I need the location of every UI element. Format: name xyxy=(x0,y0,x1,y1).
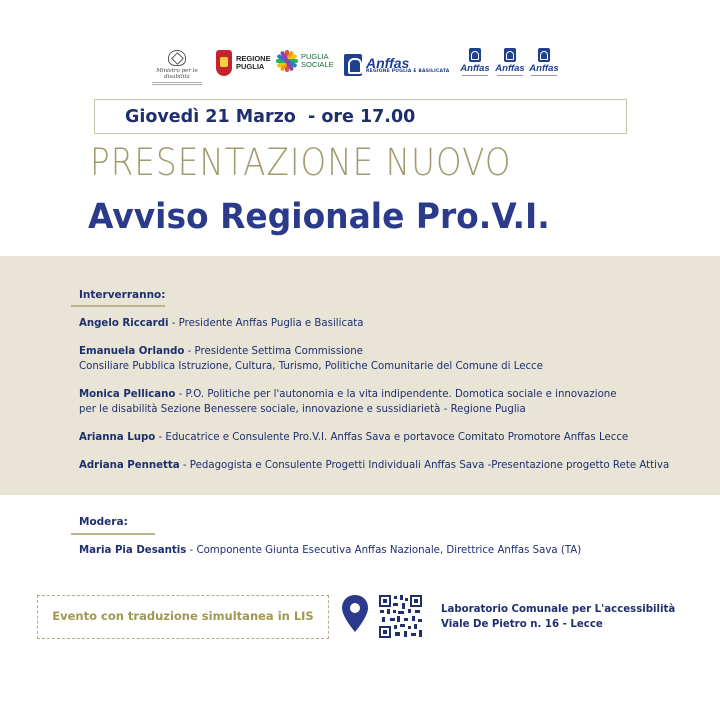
regione-logo-line1: REGIONE xyxy=(236,54,271,64)
regione-logo-line2: PUGLIA xyxy=(236,62,265,71)
event-date-box xyxy=(94,99,627,134)
location-pin-icon xyxy=(340,594,370,634)
lis-notice: Evento con traduzione simultanea in LIS xyxy=(52,609,314,623)
speaker-item xyxy=(79,317,699,332)
puglia-sociale-logo xyxy=(276,50,334,72)
anffas-local-logo-3 xyxy=(528,48,560,77)
lis-notice-box xyxy=(37,595,329,639)
speaker-role: - P.O. Politiche per l'autonomia e la vita indipendente. Domotica sociale e innovazione xyxy=(175,389,617,400)
moderator-item xyxy=(79,544,699,559)
moderator-name: Maria Pia Desantis xyxy=(79,545,187,556)
ministry-logo xyxy=(146,50,208,85)
anffas-local-name: Anffas xyxy=(460,63,490,74)
sociale-star-icon xyxy=(276,50,298,72)
qr-code-icon[interactable] xyxy=(378,594,423,639)
speaker-role: - Educatrice e Consulente Pro.V.I. Anffas Sava e portavoce Comitato Promotore Anffas Lecce xyxy=(155,432,629,443)
anffas-logo-name: Anffas xyxy=(366,54,410,71)
speaker-item xyxy=(79,431,699,446)
speaker-role: - Presidente Anffas Puglia e Basilicata xyxy=(168,318,364,329)
moderator-heading-rule xyxy=(71,533,155,535)
logo-bar xyxy=(0,44,720,90)
speaker-name: Emanuela Orlando xyxy=(79,346,185,357)
title-line-2: Avviso Regionale Pro.V.I. xyxy=(88,197,550,237)
speaker-item xyxy=(79,345,699,374)
anffas-logo-sub: REGIONE PUGLIA E BASILICATA xyxy=(366,68,450,74)
speaker-item xyxy=(79,459,699,474)
speaker-role: - Presidente Settima Commissione xyxy=(184,346,363,357)
anffas-local-logo-1 xyxy=(459,48,491,77)
speaker-role-cont: per le disabilità Sezione Benessere sociale, innovazione e sussidiarietà - Regione Puglia xyxy=(79,403,526,415)
speaker-name: Angelo Riccardi xyxy=(79,318,169,329)
anffas-local-logo-2 xyxy=(494,48,526,77)
moderator-heading: Modera: xyxy=(79,516,128,528)
speaker-name: Monica Pellicano xyxy=(79,389,176,400)
regione-puglia-logo xyxy=(216,50,271,76)
speakers-heading-rule xyxy=(71,305,165,307)
sociale-logo-line1: PUGLIA xyxy=(301,52,329,62)
ministry-logo-text: Ministro per le disabilità xyxy=(156,68,198,81)
anffas-symbol-icon xyxy=(538,48,550,62)
speakers-heading: Interverranno: xyxy=(79,289,166,301)
speaker-name: Adriana Pennetta xyxy=(79,460,180,471)
sociale-logo-line2: SOCIALE xyxy=(301,60,334,69)
venue-address xyxy=(441,602,675,632)
moderator-role: - Componente Giunta Esecutiva Anffas Nazionale, Direttrice Anffas Sava (TA) xyxy=(186,545,582,556)
title-line-1: PRESENTAZIONE NUOVO xyxy=(90,141,512,184)
anffas-local-name: Anffas xyxy=(529,63,559,74)
speaker-role: - Pedagogista e Consulente Progetti Individuali Anffas Sava -Presentazione progetto Rete Attiva xyxy=(179,460,670,471)
speaker-role-cont: Consiliare Pubblica Istruzione, Cultura, Turismo, Politiche Comunitarie del Comune di Lecce xyxy=(79,360,543,372)
anffas-symbol-icon xyxy=(469,48,481,62)
anffas-symbol-icon xyxy=(504,48,516,62)
puglia-shield-icon xyxy=(216,50,232,76)
anffas-local-name: Anffas xyxy=(495,63,525,74)
event-date: Giovedì 21 Marzo - ore 17.00 xyxy=(125,107,416,127)
speaker-name: Arianna Lupo xyxy=(79,432,156,443)
italian-emblem-icon xyxy=(168,50,186,66)
venue-line-1: Laboratorio Comunale per L'accessibilità xyxy=(441,604,676,615)
anffas-regional-logo xyxy=(344,54,449,76)
anffas-symbol-icon xyxy=(344,54,362,76)
venue-line-2: Viale De Pietro n. 16 - Lecce xyxy=(441,619,603,630)
speaker-item xyxy=(79,388,699,417)
